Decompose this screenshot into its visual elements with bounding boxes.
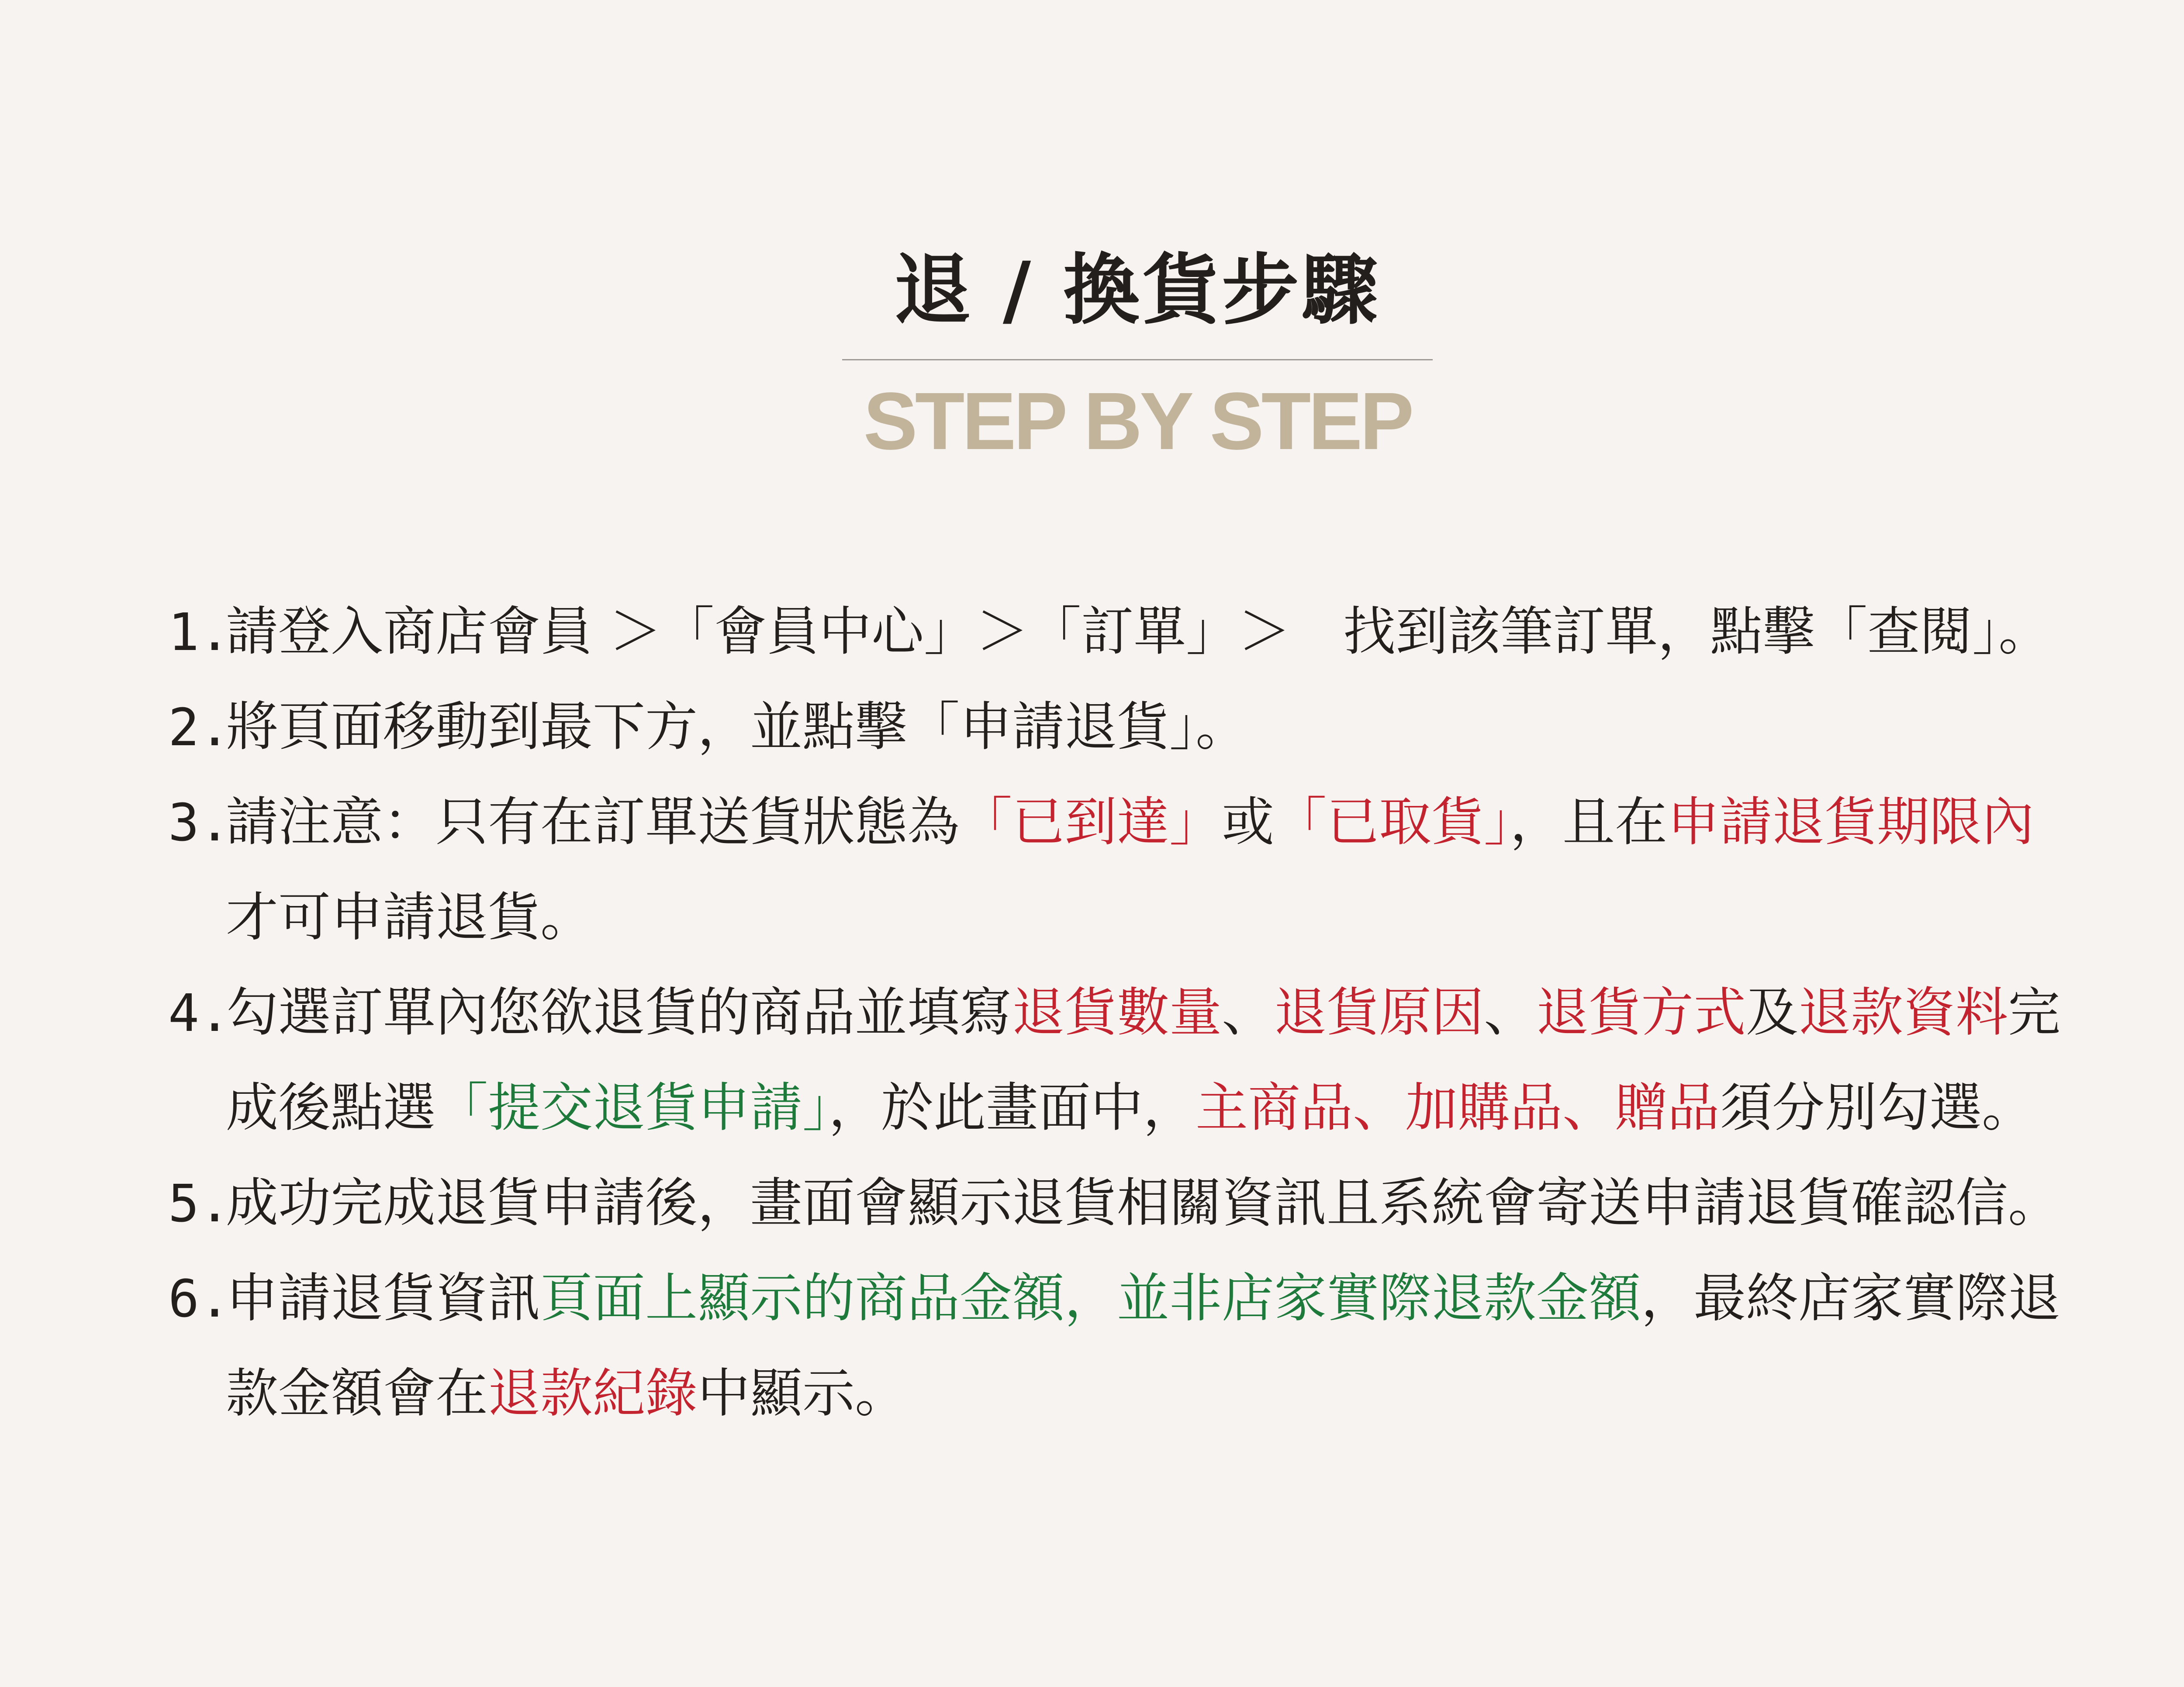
text-run: 請登入商店會員 ＞「會員中心」＞「訂單」＞ 找到該筆訂單，點擊「查閱」。 [226, 602, 2051, 662]
step-text [226, 1251, 2160, 1442]
step-text [226, 584, 2160, 680]
highlight-text: 主商品、加購品、贈品 [1196, 1078, 1720, 1138]
page-title: 退 / 換貨步驟 [894, 245, 1381, 335]
text-run: 才可申請退貨。 [226, 887, 593, 948]
step-text [226, 1156, 2160, 1251]
step-number: 5. [168, 1173, 231, 1234]
step-item [168, 1156, 2160, 1251]
text-run: 及 [1746, 982, 1798, 1043]
step-number: 2. [168, 697, 231, 757]
step-text [226, 965, 2160, 1156]
text-run: 成功完成退貨申請後，畫面會顯示退貨相關資訊且系統會寄送申請退貨確認信。 [226, 1173, 2060, 1234]
text-run: ，最終店家實際退 [1641, 1268, 2060, 1329]
text-run: 勾選訂單內您欲退貨的商品並填寫 [226, 982, 1012, 1043]
step-line [226, 1061, 2160, 1156]
page-subtitle: STEP BY STEP [863, 376, 1412, 467]
text-run: 、 [1222, 982, 1274, 1043]
highlight-text: 申請退貨期限內 [1667, 792, 2034, 853]
highlight-text: 退款資料 [1798, 982, 2008, 1043]
steps-list [168, 584, 2160, 1442]
highlight-text: 退款紀錄 [488, 1363, 698, 1424]
step-line [226, 775, 2160, 870]
title-divider [842, 359, 1433, 360]
text-run: 申請退貨資訊 [226, 1268, 540, 1329]
step-number: 6. [168, 1269, 231, 1329]
step-item [168, 775, 2160, 965]
step-item [168, 680, 2160, 775]
step-text [226, 775, 2160, 965]
text-run: 款金額會在 [226, 1363, 488, 1424]
highlight-text: 退貨數量 [1012, 982, 1222, 1043]
step-line [226, 1346, 2160, 1442]
step-number: 1. [168, 602, 231, 662]
text-run: ，且在 [1510, 792, 1667, 853]
text-run: 請注意：只有在訂單送貨狀態為 [226, 792, 960, 853]
step-line [226, 1156, 2160, 1251]
highlight-text: 「提交退貨申請」 [435, 1078, 829, 1138]
step-line [226, 1251, 2160, 1346]
highlight-text: 退貨原因 [1274, 982, 1484, 1043]
step-line [226, 870, 2160, 965]
step-number: 3. [168, 792, 231, 853]
step-item [168, 965, 2160, 1156]
highlight-text: 「已取貨」 [1274, 792, 1510, 853]
highlight-text: 退貨方式 [1536, 982, 1746, 1043]
step-item [168, 584, 2160, 680]
highlight-text: 「已到達」 [960, 792, 1222, 853]
step-item [168, 1251, 2160, 1442]
step-line [226, 965, 2160, 1061]
text-run: 中顯示。 [698, 1363, 907, 1424]
step-number: 4. [168, 983, 231, 1043]
step-text [226, 680, 2160, 775]
text-run: 須分別勾選。 [1720, 1078, 2034, 1138]
step-line [226, 584, 2160, 680]
text-run: 或 [1222, 792, 1274, 853]
text-run: 、 [1484, 982, 1536, 1043]
text-run: 完 [2008, 982, 2060, 1043]
text-run: 將頁面移動到最下方，並點擊「申請退貨」。 [226, 697, 1248, 757]
text-run: 成後點選 [226, 1078, 435, 1138]
text-run: ，於此畫面中， [829, 1078, 1196, 1138]
highlight-text: 頁面上顯示的商品金額，並非店家實際退款金額 [540, 1268, 1641, 1329]
step-line [226, 680, 2160, 775]
